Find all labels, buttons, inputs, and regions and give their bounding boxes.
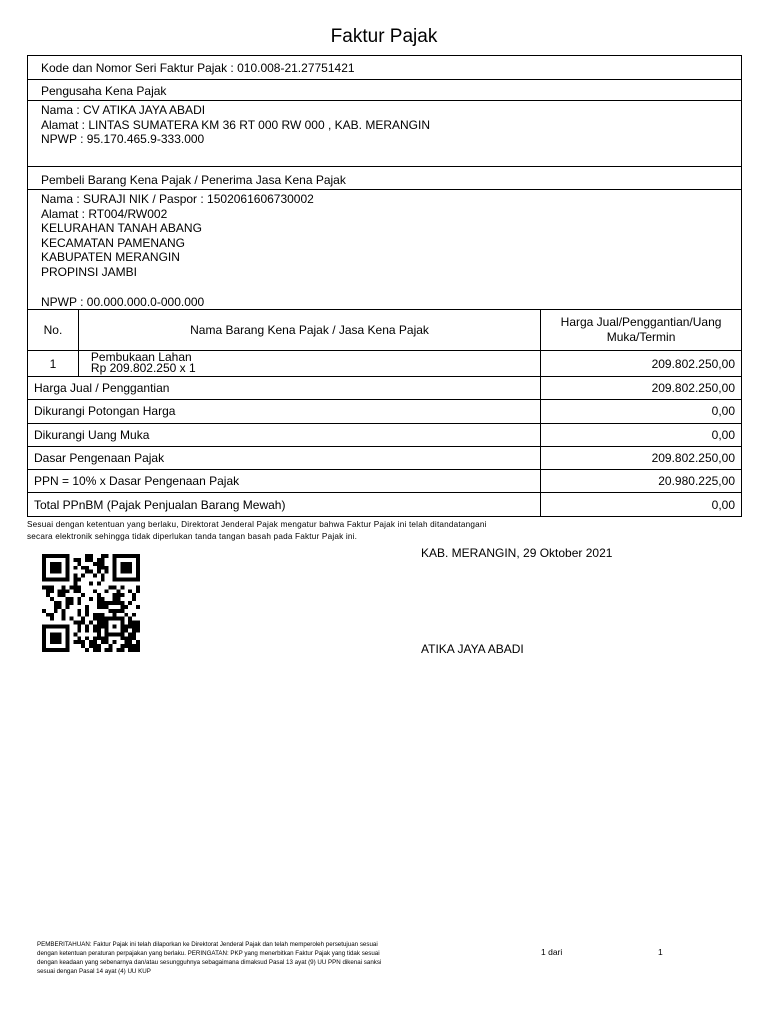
seller-address: Alamat : LINTAS SUMATERA KM 36 RT 000 RW 000 , KAB. MERANGIN [41, 117, 431, 132]
buyer-kelurahan: KELURAHAN TANAH ABANG [41, 221, 202, 236]
invoice-serial-number: Kode dan Nomor Seri Faktur Pajak : 010.008-21.27751421 [28, 56, 741, 80]
total-label-ppn: PPN = 10% x Dasar Pengenaan Pajak [28, 470, 541, 493]
signatory-name: ATIKA JAYA ABADI [421, 642, 524, 656]
buyer-propinsi: PROPINSI JAMBI [41, 264, 138, 279]
total-row [28, 446, 742, 469]
table-row [28, 351, 742, 377]
footer-notice-line: dengan keadaan yang sebenarnya dan/atau sesungguhnya sebagaimana dimaksud Pasal 13 ayat (9) UU PPN dikenai sanksi [37, 959, 382, 966]
buyer-name: Nama : SURAJI NIK / Paspor : 1502061606730002 [41, 192, 314, 206]
signature-place-date: KAB. MERANGIN, 29 Oktober 2021 [421, 546, 613, 560]
total-label-uang-muka: Dikurangi Uang Muka [28, 423, 541, 446]
total-value-harga-jual: 209.802.250,00 [541, 377, 742, 400]
page-total: 1 [658, 947, 663, 957]
total-row [28, 400, 742, 423]
total-row [28, 377, 742, 400]
buyer-npwp: NPWP : 00.000.000.0-000.000 [41, 294, 205, 309]
total-label-dasar-pengenaan: Dasar Pengenaan Pajak [28, 446, 541, 469]
buyer-kecamatan: KECAMATAN PAMENANG [41, 235, 186, 250]
footer-notice-line: sesuai dengan Pasal 14 ayat (4) UU KUP [37, 968, 151, 975]
total-value-potongan-harga: 0,00 [541, 400, 742, 423]
footer-notice [37, 940, 477, 976]
footer-notice-line: dengan ketentuan peraturan perpajakan yang berlaku. PERINGATAN: PKP yang menerbitkan Faktur Pajak yang tidak sesuai [37, 950, 380, 957]
item-price: 209.802.250,00 [541, 351, 742, 377]
buyer-kabupaten: KABUPATEN MERANGIN [41, 250, 180, 265]
total-label-harga-jual: Harga Jual / Penggantian [28, 377, 541, 400]
column-header-no: No. [28, 310, 79, 351]
total-value-uang-muka: 0,00 [541, 423, 742, 446]
total-label-ppnbm: Total PPnBM (Pajak Penjualan Barang Mewah) [28, 493, 541, 516]
total-row [28, 423, 742, 446]
column-header-item-name: Nama Barang Kena Pajak / Jasa Kena Pajak [78, 310, 540, 351]
total-value-ppn: 20.980.225,00 [541, 470, 742, 493]
column-header-price: Harga Jual/Penggantian/Uang Muka/Termin [541, 310, 742, 351]
item-detail: Rp 209.802.250 x 1 [90, 361, 196, 375]
total-row [28, 470, 742, 493]
total-value-ppnbm: 0,00 [541, 493, 742, 516]
legal-note-line: Sesuai dengan ketentuan yang berlaku, Direktorat Jenderal Pajak mengatur bahwa Faktur Pajak ini telah ditandatangani [27, 520, 487, 529]
seller-header: Pengusaha Kena Pajak [28, 80, 741, 101]
buyer-header: Pembeli Barang Kena Pajak / Penerima Jasa Kena Pajak [28, 167, 741, 190]
electronic-signature-note [27, 519, 727, 542]
item-name: Pembukaan Lahan [90, 350, 192, 364]
seller-npwp: NPWP : 95.170.465.9-333.000 [41, 132, 205, 147]
seller-section [27, 55, 742, 310]
seller-details [28, 101, 741, 167]
total-value-dasar-pengenaan: 209.802.250,00 [541, 446, 742, 469]
buyer-address: Alamat : RT004/RW002 [41, 206, 168, 221]
seller-name: Nama : CV ATIKA JAYA ABADI [41, 103, 206, 117]
qr-code-icon [40, 554, 142, 652]
legal-note-line: secara elektronik sehingga tidak diperlukan tanda tangan basah pada Faktur Pajak ini. [27, 531, 358, 541]
page-of-label: 1 dari [541, 947, 563, 957]
items-table [27, 309, 742, 377]
buyer-details [28, 190, 741, 310]
total-row [28, 493, 742, 516]
total-label-potongan-harga: Dikurangi Potongan Harga [28, 400, 541, 423]
totals-table [27, 376, 742, 517]
buyer-spacer [41, 280, 736, 295]
item-number: 1 [28, 351, 79, 377]
item-name-cell [78, 351, 540, 377]
footer-notice-line: PEMBERITAHUAN: Faktur Pajak ini telah dilaporkan ke Direktorat Jenderal Pajak dan telah memperoleh persetujuan sesuai [37, 941, 378, 948]
items-table-header [28, 310, 742, 351]
document-title: Faktur Pajak [330, 26, 438, 47]
